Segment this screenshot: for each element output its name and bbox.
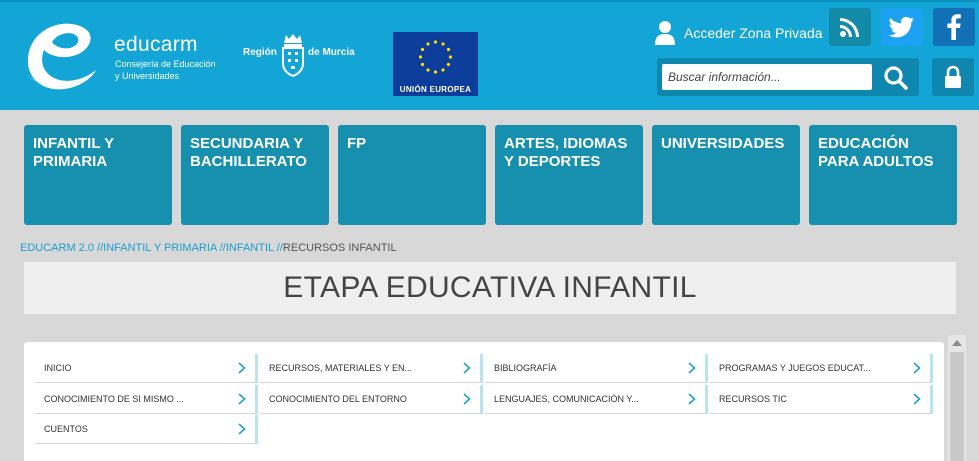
region-label-right: de Murcia xyxy=(308,47,355,58)
brand-subtitle-line-2: y Universidades xyxy=(115,71,180,81)
site-header xyxy=(0,0,979,110)
rss-button[interactable] xyxy=(829,8,871,46)
chevron-right-icon xyxy=(913,393,921,405)
menu-item-conocimiento-si-mismo[interactable] xyxy=(35,385,258,414)
chevron-right-icon xyxy=(238,393,246,405)
breadcrumb-separator: // xyxy=(97,242,104,254)
chevron-right-icon xyxy=(463,393,471,405)
facebook-icon xyxy=(947,14,961,40)
breadcrumb-item-infantil-primaria[interactable]: INFANTIL Y PRIMARIA xyxy=(103,242,217,254)
menu-item-programas-juegos[interactable] xyxy=(710,354,933,383)
brand-name: educarm xyxy=(114,33,198,56)
breadcrumb-separator: // xyxy=(276,242,283,254)
chevron-right-icon xyxy=(238,362,246,374)
private-zone-label: Acceder Zona Privada xyxy=(684,25,823,41)
lock-icon xyxy=(944,65,962,89)
brand-subtitle xyxy=(115,58,245,82)
menu-item-label: BIBLIOGRAFÍA xyxy=(494,363,557,373)
nav-tile-universidades[interactable]: UNIVERSIDADES xyxy=(652,125,800,225)
menu-item-bibliografia[interactable] xyxy=(485,354,708,383)
menu-item-label: CUENTOS xyxy=(44,424,88,434)
breadcrumb-separator: // xyxy=(219,242,226,254)
brand-subtitle-line-1: Consejería de Educación xyxy=(115,59,216,69)
menu-item-inicio[interactable] xyxy=(35,354,258,383)
scroll-up-arrow-icon[interactable] xyxy=(951,338,963,348)
breadcrumb-current: RECURSOS INFANTIL xyxy=(282,242,397,254)
menu-item-recursos-materiales[interactable] xyxy=(260,354,483,383)
murcia-crest-icon[interactable] xyxy=(280,33,306,77)
menu-item-label: LENGUAJES, COMUNICACIÓN Y... xyxy=(494,394,639,404)
breadcrumb xyxy=(20,242,397,254)
nav-tile-secundaria-bachillerato[interactable]: SECUNDARIA Y BACHILLERATO xyxy=(181,125,329,225)
menu-item-label: CONOCIMIENTO DEL ENTORNO xyxy=(269,394,407,404)
private-access-button[interactable] xyxy=(932,58,974,96)
eu-stars-icon xyxy=(393,32,478,84)
chevron-right-icon xyxy=(913,362,921,374)
eu-label: UNIÓN EUROPEA xyxy=(393,84,478,96)
menu-item-conocimiento-entorno[interactable] xyxy=(260,385,483,414)
menu-item-label: CONOCIMIENTO DE SI MISMO ... xyxy=(44,394,184,404)
nav-tile-infantil-primaria[interactable]: INFANTIL Y PRIMARIA xyxy=(24,125,172,225)
educarm-logo-icon[interactable] xyxy=(22,20,98,96)
private-zone-link[interactable] xyxy=(654,18,823,48)
twitter-icon xyxy=(889,16,915,38)
facebook-button[interactable] xyxy=(933,8,975,46)
chevron-right-icon xyxy=(688,393,696,405)
scrollbar-thumb[interactable] xyxy=(950,352,964,461)
menu-item-label: RECURSOS, MATERIALES Y EN... xyxy=(269,363,413,373)
chevron-right-icon xyxy=(238,423,246,435)
nav-tile-educacion-adultos[interactable]: EDUCACIÓN PARA ADULTOS xyxy=(809,125,957,225)
chevron-right-icon xyxy=(688,362,696,374)
menu-item-recursos-tic[interactable] xyxy=(710,385,933,414)
menu-item-label: INICIO xyxy=(44,363,72,373)
search-box xyxy=(657,58,919,96)
breadcrumb-item-educarm[interactable]: EDUCARM 2.0 xyxy=(20,242,94,254)
menu-item-lenguajes-comunicacion[interactable] xyxy=(485,385,708,414)
nav-tile-artes-idiomas-deportes[interactable]: ARTES, IDIOMAS Y DEPORTES xyxy=(495,125,643,225)
nav-tile-fp[interactable]: FP xyxy=(338,125,486,225)
twitter-button[interactable] xyxy=(881,8,923,46)
search-icon xyxy=(883,65,909,91)
eu-flag[interactable] xyxy=(393,32,478,84)
user-icon xyxy=(654,20,676,46)
chevron-right-icon xyxy=(463,362,471,374)
menu-item-cuentos[interactable] xyxy=(35,415,258,444)
region-label-left: Región xyxy=(243,47,277,58)
page-title: ETAPA EDUCATIVA INFANTIL xyxy=(283,271,697,304)
menu-item-label: RECURSOS TIC xyxy=(719,394,787,404)
search-button[interactable] xyxy=(883,65,909,91)
page-title-bar xyxy=(24,262,956,314)
breadcrumb-item-infantil[interactable]: INFANTIL xyxy=(225,242,274,254)
menu-item-label: PROGRAMAS Y JUEGOS EDUCAT... xyxy=(719,363,871,373)
search-input[interactable] xyxy=(662,64,872,90)
rss-icon xyxy=(839,16,861,38)
